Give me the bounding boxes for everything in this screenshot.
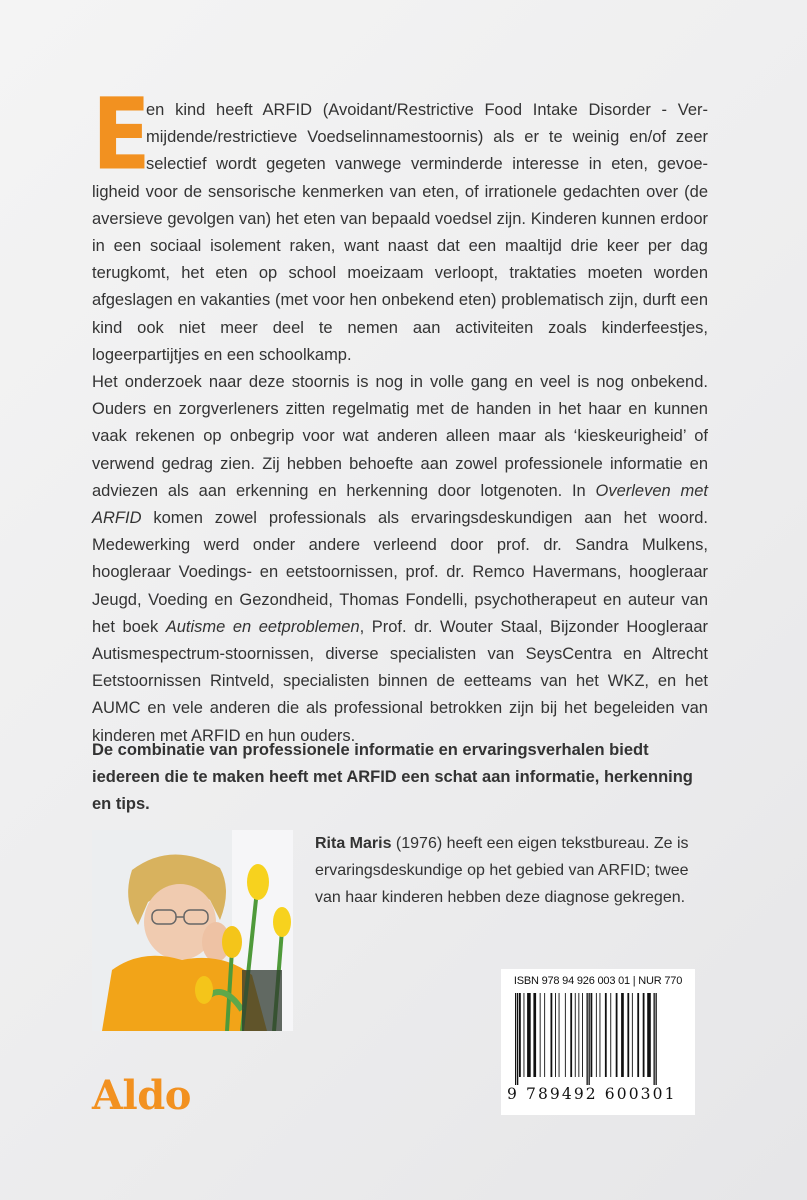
barcode-bar bbox=[565, 993, 566, 1077]
barcode-bar bbox=[540, 993, 541, 1077]
blurb-paragraph-2-part-a: Het onderzoek naar deze stoornis is nog in volle gang en veel is nog onbekend. Ouders en zorgverleners zitten regelmatig met de handen in het haar en kunnen vaak rekenen op onbegrip voor wat anderen alleen maar als ‘kieskeurigheid’ of verwend gedrag zien. Zij hebben behoefte aan zowel professionele informatie en adviezen als aan erkenning en herkenning door lotgenoten. In bbox=[92, 373, 708, 500]
barcode-number: 9 789492 600301 bbox=[507, 1085, 677, 1103]
barcode-bar bbox=[559, 993, 560, 1077]
blurb-text bbox=[92, 77, 708, 750]
barcode-bar bbox=[610, 993, 611, 1077]
barcode-bar bbox=[570, 993, 572, 1077]
summary-text: De combinatie van professionele informatie en ervaringsverhalen biedt iedereen die te maken heeft met ARFID een schat aan informatie, herkenning en tips. bbox=[92, 741, 693, 813]
barcode-bar bbox=[637, 993, 639, 1077]
barcode-bar bbox=[600, 993, 601, 1077]
barcode-guard-bar bbox=[589, 993, 590, 1085]
barcode-bar bbox=[616, 993, 618, 1077]
blurb-paragraph-1 bbox=[92, 77, 708, 369]
publisher-logo: Aldo bbox=[92, 1072, 191, 1119]
barcode-bar bbox=[627, 993, 629, 1077]
blurb-paragraph-2-part-c: , Prof. dr. Wouter Staal, Bijzonder Hoogleraar Autismespectrum-stoornissen, diverse specialisten van SeysCentra en Altrecht Eetstoornissen Rintveld, specialisten binnen de eetteams van het WKZ, en het AUMC en vele anderen die als professional betrokken zijn bij het begeleiden van kinderen met ARFID en hun ouders. bbox=[92, 617, 708, 745]
barcode-bar bbox=[544, 993, 545, 1077]
barcode-bar bbox=[591, 993, 593, 1077]
barcode-bar bbox=[643, 993, 645, 1077]
barcode-bar bbox=[551, 993, 553, 1077]
book-title-autisme: Autisme en eetproblemen bbox=[165, 617, 360, 636]
book-title-overleven: Overleven met ARFID bbox=[92, 481, 708, 528]
blurb-paragraph-2-part-b: komen zowel professionals als ervaringsdeskundigen aan het woord. Medewerking werd onder andere verleend door prof. dr. Sandra Mulkens, hoogleraar Voedings- en eetstoornissen, prof. dr. Remco Havermans, hoogleraar Jeugd, Voeding en Gezondheid, Thomas Fondelli, psychotherapeut en auteur van het boek bbox=[92, 509, 708, 636]
barcode-bar bbox=[647, 993, 651, 1077]
barcode-bar bbox=[621, 993, 624, 1077]
author-photo bbox=[92, 830, 293, 1031]
barcode-guard-bar bbox=[654, 993, 655, 1085]
barcode-guard-bar bbox=[587, 993, 588, 1085]
author-photo-illustration bbox=[92, 830, 293, 1031]
barcode-bar bbox=[524, 993, 525, 1077]
barcode-bar bbox=[527, 993, 531, 1077]
barcode-bar bbox=[575, 993, 576, 1077]
author-bio bbox=[315, 830, 715, 911]
barcode-bar bbox=[582, 993, 583, 1077]
barcode-bars bbox=[509, 993, 687, 1085]
isbn-header: ISBN 978 94 926 003 01 | NUR 770 bbox=[513, 975, 683, 987]
barcode-bar bbox=[519, 993, 521, 1077]
barcode-bar bbox=[605, 993, 607, 1077]
barcode-bar bbox=[555, 993, 556, 1077]
barcode-bar bbox=[578, 993, 579, 1077]
barcode-guard-bar bbox=[517, 993, 518, 1085]
blurb-paragraph-2 bbox=[92, 369, 708, 750]
barcode-bar bbox=[533, 993, 536, 1077]
barcode-guard-bar bbox=[515, 993, 516, 1085]
author-bio-text: (1976) heeft een eigen tekstbureau. Ze is ervaringsdeskundige op het gebied van ARFID; twee van haar kinderen hebben deze diagnose gekregen. bbox=[315, 835, 689, 906]
barcode-bar bbox=[632, 993, 633, 1077]
barcode-guard-bar bbox=[656, 993, 657, 1085]
barcode-bar bbox=[596, 993, 597, 1077]
drop-cap: E bbox=[92, 77, 149, 193]
author-name: Rita Maris bbox=[315, 835, 392, 852]
blurb-paragraph-1-text: en kind heeft ARFID (Avoidant/Restrictive Food Intake Disorder - Vermijdende/restrictieve Voedselinnamestoornis) als er te weinig en/of zeer selectief wordt gegeten vanwege verminderde interesse in eten, gevoeligheid voor de sensorische kenmerken van eten, of irrationele gedachten over (de aversieve gevolgen van) het eten van bepaald voedsel zijn. Kinderen kunnen erdoor in een sociaal isolement raken, want naast dat een maaltijd drie keer per dag terugkomt, het eten op school moeizaam verloopt, traktaties moeten worden afgeslagen en vakanties (met voor hen onbekend eten) problematisch zijn, durft een kind ook niet meer deel te nemen aan activiteiten zoals kinderfeestjes, logeerpartijtjes en een schoolkamp. bbox=[92, 101, 708, 364]
isbn-barcode bbox=[501, 969, 695, 1115]
